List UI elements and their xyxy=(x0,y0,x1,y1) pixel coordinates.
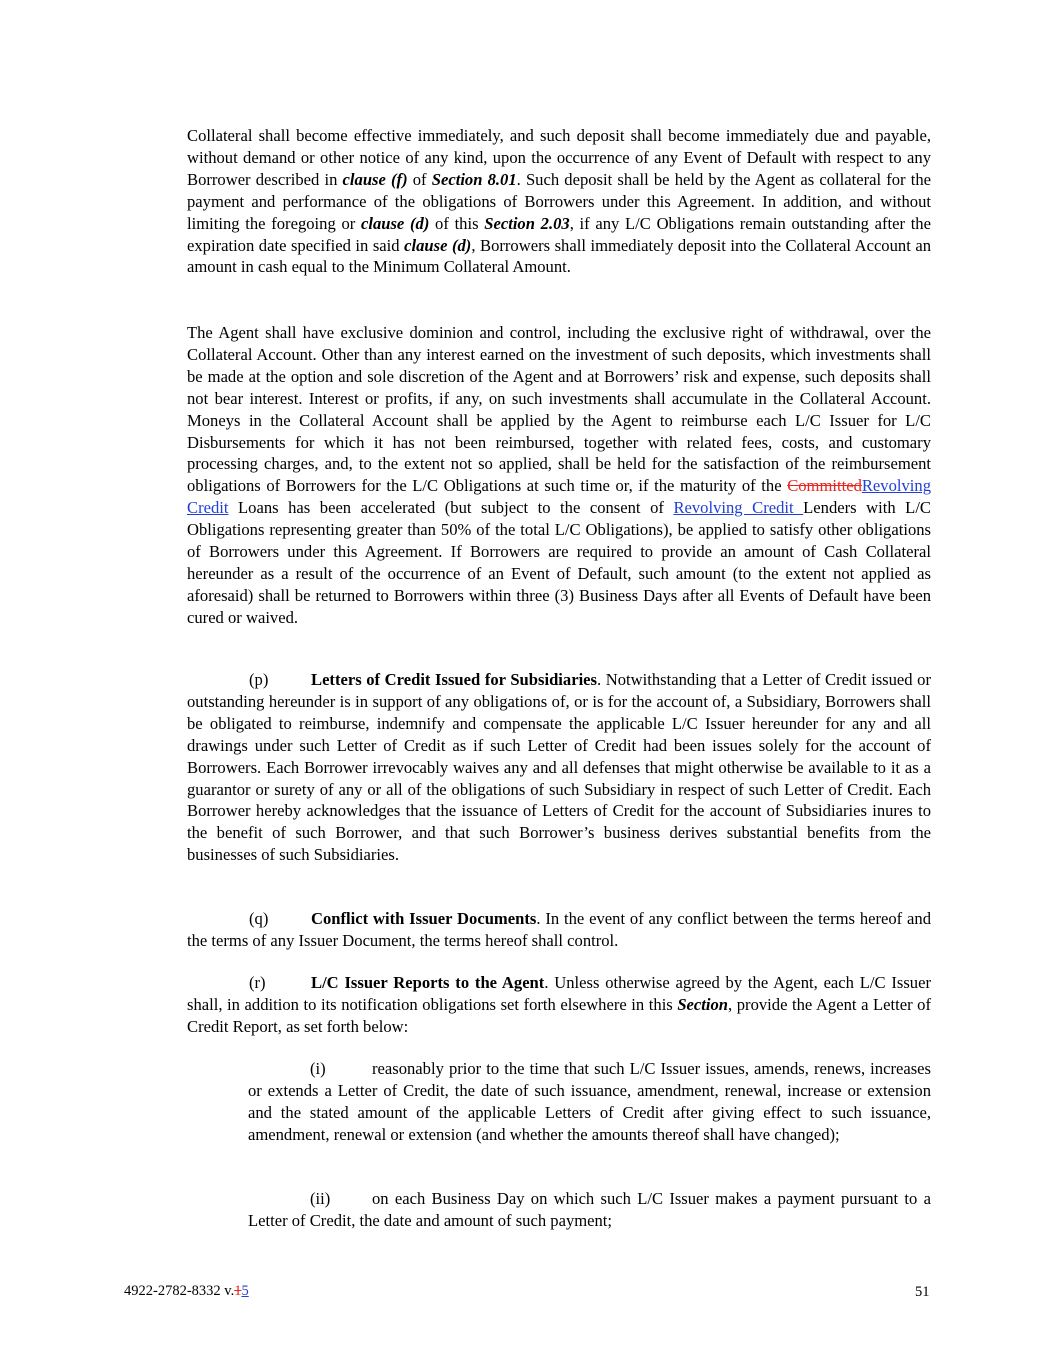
section-reference: Section 8.01 xyxy=(431,169,517,189)
section-reference: Section xyxy=(677,994,729,1014)
clause-heading: L/C Issuer Reports to the Agent xyxy=(311,973,545,992)
footer-document-id: 4922-2782-8332 v.15 xyxy=(124,1283,249,1299)
clause-number: (r) xyxy=(249,973,266,992)
tracked-insertion: Revolving Credit xyxy=(673,498,804,518)
section-reference: Section 2.03 xyxy=(484,213,570,233)
clause-number: (p) xyxy=(249,670,269,689)
page-number: 51 xyxy=(915,1284,930,1300)
paragraph-collateral-effective: Collateral shall become effective immediately, and such deposit shall become immediately due and payable, without demand or other notice of any kind, upon the occurrence of any Event of Default with respect to any Borrower described in clause (f) of Section 8.01. Such deposit shall be held by the Agent as collateral for the payment and performance of the obligations of Borrowers under this Agreement. In addition, and without limiting the foregoing or clause (d) of this Section 2.03, if any L/C Obligations remain outstanding after the expiration date specified in said clause (d), Borrowers shall immediately deposit into the Collateral Account an amount in cash equal to the Minimum Collateral Amount. xyxy=(187,126,932,277)
paragraph-r-reports: (r) L/C Issuer Reports to the Agent. Unless otherwise agreed by the Agent, each L/C Issuer shall, in addition to its notification obligations set forth elsewhere in this Section, provide the Agent a Letter of Credit Report, as set forth below: xyxy=(187,973,931,1036)
tracked-deletion: Committed xyxy=(787,476,862,496)
subclause-i: (i) reasonably prior to the time that such L/C Issuer issues, amends, renews, increases or extends a Letter of Credit, the date of such issuance, amendment, renewal, increase or extension and the stated amount of the applicable Letters of Credit after giving effect to such issuance, amendment, renewal or extension (and whether the amounts thereof shall have changed); xyxy=(248,1059,931,1144)
clause-reference: clause (f) xyxy=(342,169,408,189)
tracked-insertion: 5 xyxy=(241,1283,249,1299)
tracked-deletion: 1 xyxy=(234,1283,242,1299)
paragraph-q-conflict: (q) Conflict with Issuer Documents. In the event of any conflict between the terms hereof and the terms of any Issuer Document, the terms hereof shall control. xyxy=(187,909,932,950)
paragraph-agent-dominion: The Agent shall have exclusive dominion and control, including the exclusive right of withdrawal, over the Collateral Account. Other than any interest earned on the investment of such deposits, which investments shall be made at the option and sole discretion of the Agent and at Borrowers’ risk and expense, such deposits shall not bear interest. Interest or profits, if any, on such investments shall accumulate in the Collateral Account. Moneys in the Collateral Account shall be applied by the Agent to reimburse each L/C Issuer for L/C Disbursements for which it has not been reimbursed, together with related fees, costs, and customary processing charges, and, to the extent not so applied, shall be held for the satisfaction of the reimbursement obligations of Borrowers for the L/C Obligations at such time or, if the maturity of the CommittedRevolving Credit Loans has been accelerated (but subject to the consent of Revolving Credit Lenders with L/C Obligations representing greater than 50% of the total L/C Obligations), be applied to satisfy other obligations of Borrowers under this Agreement. If Borrowers are required to provide an amount of Cash Collateral hereunder as a result of the occurrence of an Event of Default, such amount (to the extent not applied as aforesaid) shall be returned to Borrowers within three (3) Business Days after all Events of Default have been cured or waived. xyxy=(187,323,931,627)
subclause-ii: (ii) on each Business Day on which such L/C Issuer makes a payment pursuant to a Letter of Credit, the date and amount of such payment; xyxy=(248,1189,931,1230)
paragraph-p-subsidiaries: (p) Letters of Credit Issued for Subsidiaries. Notwithstanding that a Letter of Credit issued or outstanding hereunder is in support of any obligations of, or is for the account of, a Subsidiary, Borrowers shall be obligated to reimburse, indemnify and compensate the applicable L/C Issuer hereunder for any and all drawings under such Letter of Credit as if such Letter of Credit had been issues solely for the account of Borrowers. Each Borrower irrevocably waives any and all defenses that might otherwise be available to it as a guarantor or surety of any or all of the obligations of such Subsidiary in respect of such Letter of Credit. Each Borrower hereby acknowledges that the issuance of Letters of Credit for the account of Subsidiaries inures to the benefit of such Borrower, and that such Borrower’s business derives substantial benefits from the businesses of such Subsidiaries. xyxy=(187,670,931,865)
clause-reference: clause (d) xyxy=(404,235,472,255)
tracked-insertion: Revolving Credit xyxy=(187,476,931,518)
clause-reference: clause (d) xyxy=(360,213,430,233)
clause-number: (q) xyxy=(249,909,269,928)
clause-heading: Letters of Credit Issued for Subsidiaries xyxy=(311,670,598,689)
subclause-number: (ii) xyxy=(310,1189,331,1208)
subclause-number: (i) xyxy=(310,1059,326,1078)
clause-heading: Conflict with Issuer Documents xyxy=(311,909,537,928)
